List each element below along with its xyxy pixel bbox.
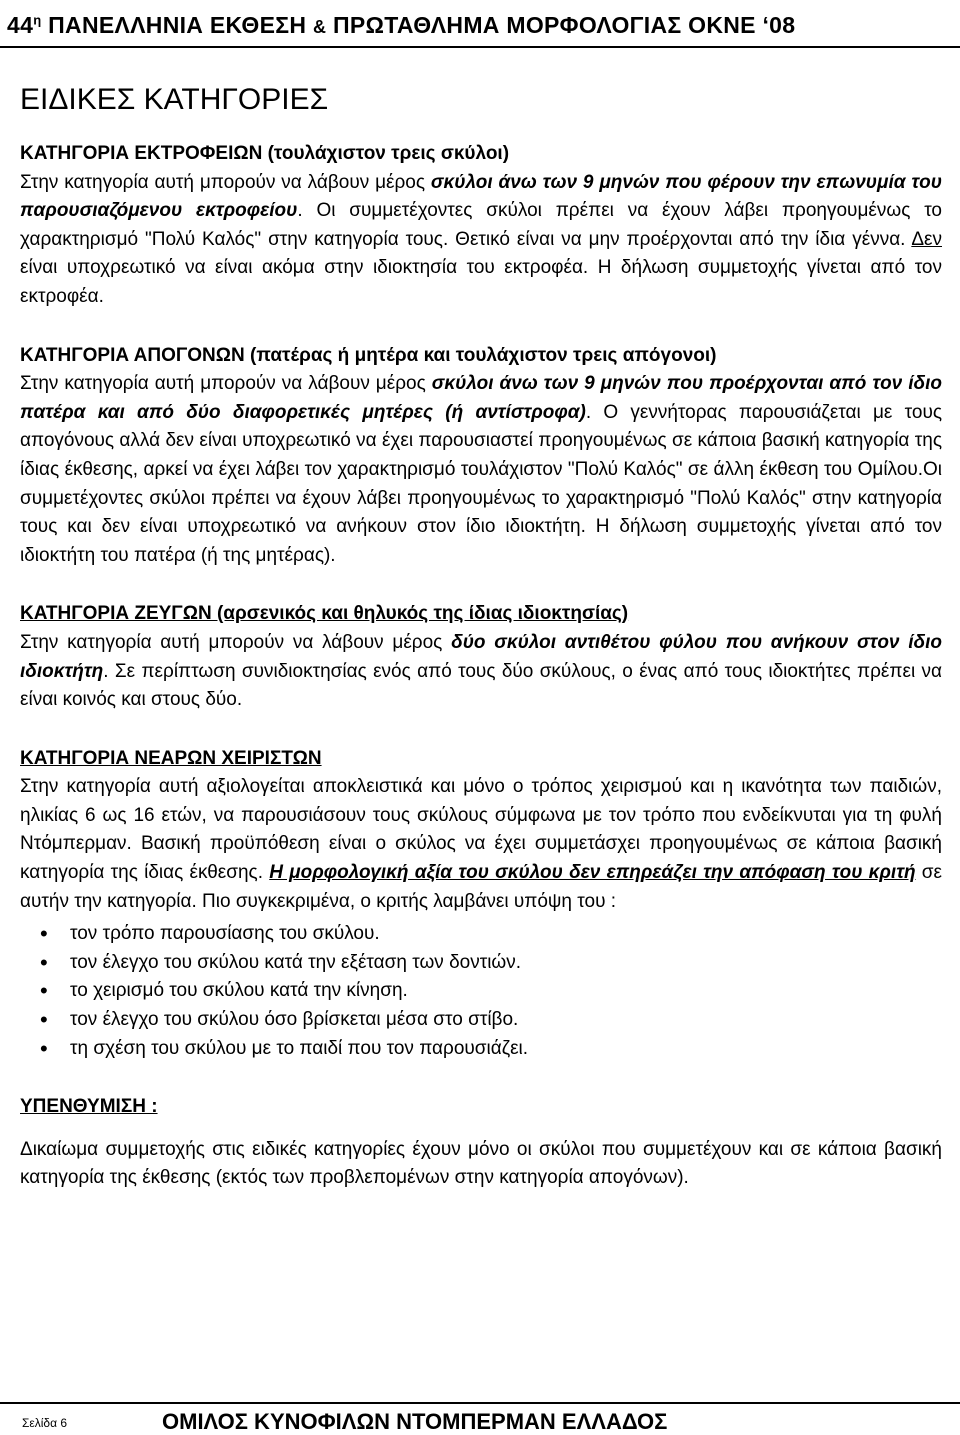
section-junior-handlers: [20, 745, 942, 1064]
section-heading: ΚΑΤΗΓΟΡΙΑ ΑΠΟΓΟΝΩΝ (πατέρας ή μητέρα και τουλάχιστον τρεις απόγονοι): [20, 344, 717, 366]
footer-title: ΟΜΙΛΟΣ ΚΥΝΟΦΙΛΩΝ ΝΤΟΜΠΕΡΜΑΝ ΕΛΛΑΔΟΣ: [162, 1409, 668, 1434]
section-highlight: σκύλοι άνω των 9 μηνών που προέρχονται από τον ίδιο πατέρα και από δύο διαφορετικές μητέρες (ή αντίστροφα): [20, 373, 942, 423]
section-reminder: [20, 1093, 942, 1193]
section-heading: ΚΑΤΗΓΟΡΙΑ ΖΕΥΓΩΝ (αρσενικός και θηλυκός της ίδιας ιδιοκτησίας): [20, 603, 629, 625]
section-highlight: Η μορφολογική αξία του σκύλου δεν επηρεάζει την απόφαση του κριτή: [269, 862, 916, 884]
section-breeders: [20, 140, 942, 312]
section-body: Στην κατηγορία αυτή μπορούν να λάβουν μέρος σκύλοι άνω των 9 μηνών που φέρουν την επωνυμία του παρουσιαζόμενου εκτροφείου. Οι συμμετέχοντες σκύλοι πρέπει να έχουν λάβει προηγουμένως το χαρακτηρισμό "Πολύ Καλός" στην κατηγορία τους. Θετικό είναι να μην προέρχονται από την ίδια γέννα. Δεν είναι υποχρεωτικό να είναι ακόμα στην ιδιοκτησία του εκτροφέα. Η δήλωση συμμετοχής γίνεται από τον εκτροφέα.: [20, 171, 943, 307]
reminder-body: Δικαίωμα συμμετοχής στις ειδικές κατηγορίες έχουν μόνο οι σκύλοι που συμμετέχουν και σε κάποια βασική κατηγορία της έκθεσης (εκτός των προβλεπομένων στην κατηγορία απογόνων).: [20, 1138, 942, 1189]
section-body: Στην κατηγορία αυτή μπορούν να λάβουν μέρος δύο σκύλοι αντιθέτου φύλου που ανήκουν στον ίδιο ιδιοκτήτη. Σε περίπτωση συνιδιοκτησίας ενός από τους δύο σκύλους, ο ένας από τους ιδιοκτήτες πρέπει να είναι κοινός και στους δύο.: [20, 631, 942, 711]
section-body: Στην κατηγορία αυτή μπορούν να λάβουν μέρος σκύλοι άνω των 9 μηνών που προέρχονται από τον ίδιο πατέρα και από δύο διαφορετικές μητέρες (ή αντίστροφα). Ο γεννήτορας παρουσιάζεται με τους απογόνους αλλά δεν είναι υποχρεωτικό να έχει παρουσιαστεί προηγουμένως σε κάποια βασική κατηγορία της ίδιας έκθεσης, αρκεί να έχει λάβει τον χαρακτηρισμό τουλάχιστον "Πολύ Καλός" σε άλλη έκθεση του Ομίλου.Οι συμμετέχοντες σκύλοι πρέπει να έχουν λάβει προηγουμένως το χαρακτηρισμό "Πολύ Καλός" στην κατηγορία τους και δεν είναι υποχρεωτικό να ανήκουν στον ίδιο ιδιοκτήτη. Η δήλωση συμμετοχής γίνεται από τον ιδιοκτήτη του πατέρα (ή της μητέρας).: [20, 373, 942, 566]
section-pairs: [20, 600, 942, 714]
page-number: Σελίδα 6: [22, 1416, 68, 1430]
header-title: [7, 12, 795, 39]
reminder-heading: ΥΠΕΝΘΥΜΙΣΗ :: [20, 1096, 158, 1118]
list-item: • τον έλεγχο του σκύλου κατά την εξέταση των δοντιών.: [48, 949, 942, 978]
page-title: ΕΙΔΙΚΕΣ ΚΑΤΗΓΟΡΙΕΣ: [20, 83, 329, 116]
header-ampersand: &: [312, 17, 327, 37]
header-title-part1: ΠΑΝΕΛΛΗΝΙΑ ΕΚΘΕΣΗ: [48, 12, 307, 38]
page-header: [0, 6, 960, 48]
page-footer: [0, 1402, 960, 1435]
list-item: • τη σχέση του σκύλου με το παιδί που τον παρουσιάζει.: [48, 1035, 942, 1064]
section-progeny: [20, 342, 942, 571]
list-item: • τον έλεγχο του σκύλου όσο βρίσκεται μέσα στο στίβο.: [48, 1006, 942, 1035]
criteria-list: [20, 920, 942, 1063]
list-item: • τον τρόπο παρουσίασης του σκύλου.: [48, 920, 942, 949]
page-content: [20, 78, 942, 1223]
header-title-part2: ΠΡΩΤΑΘΛΗΜΑ ΜΟΡΦΟΛΟΓΙΑΣ ΟΚΝΕ ‘08: [332, 12, 796, 38]
section-body: Στην κατηγορία αυτή αξιολογείται αποκλειστικά και μόνο ο τρόπος χειρισμού και η ικανότητα των παιδιών, ηλικίας 6 ως 16 ετών, να παρουσιάσουν τους σκύλους σύμφωνα με τον τρόπο που ενδείκνυται για τη φυλή Ντόμπερμαν. Βασική προϋπόθεση είναι ο σκύλος να έχει συμμετάσχει προηγουμένως σε κάποια βασική κατηγορία της ίδιας έκθεσης. Η μορφολογική αξία του σκύλου δεν επηρεάζει την απόφαση του κριτή σε αυτήν την κατηγορία. Πιο συγκεκριμένα, ο κριτής λαμβάνει υπόψη του :: [20, 776, 942, 912]
section-heading: ΚΑΤΗΓΟΡΙΑ ΕΚΤΡΟΦΕΙΩΝ (τουλάχιστον τρεις σκύλοι): [20, 143, 510, 164]
header-number: 44: [7, 12, 34, 38]
section-highlight: σκύλοι άνω των 9 μηνών που φέρουν την επωνυμία του παρουσιαζόμενου εκτροφείου: [20, 171, 942, 222]
header-superscript: η: [33, 12, 42, 28]
list-item: • το χειρισμό του σκύλου κατά την κίνηση.: [48, 977, 942, 1006]
section-highlight: δύο σκύλοι αντιθέτου φύλου που ανήκουν στον ίδιο ιδιοκτήτη: [20, 631, 942, 682]
inline-link[interactable]: Δεν: [911, 228, 942, 250]
section-heading: ΚΑΤΗΓΟΡΙΑ ΝΕΑΡΩΝ ΧΕΙΡΙΣΤΩΝ: [20, 747, 322, 769]
